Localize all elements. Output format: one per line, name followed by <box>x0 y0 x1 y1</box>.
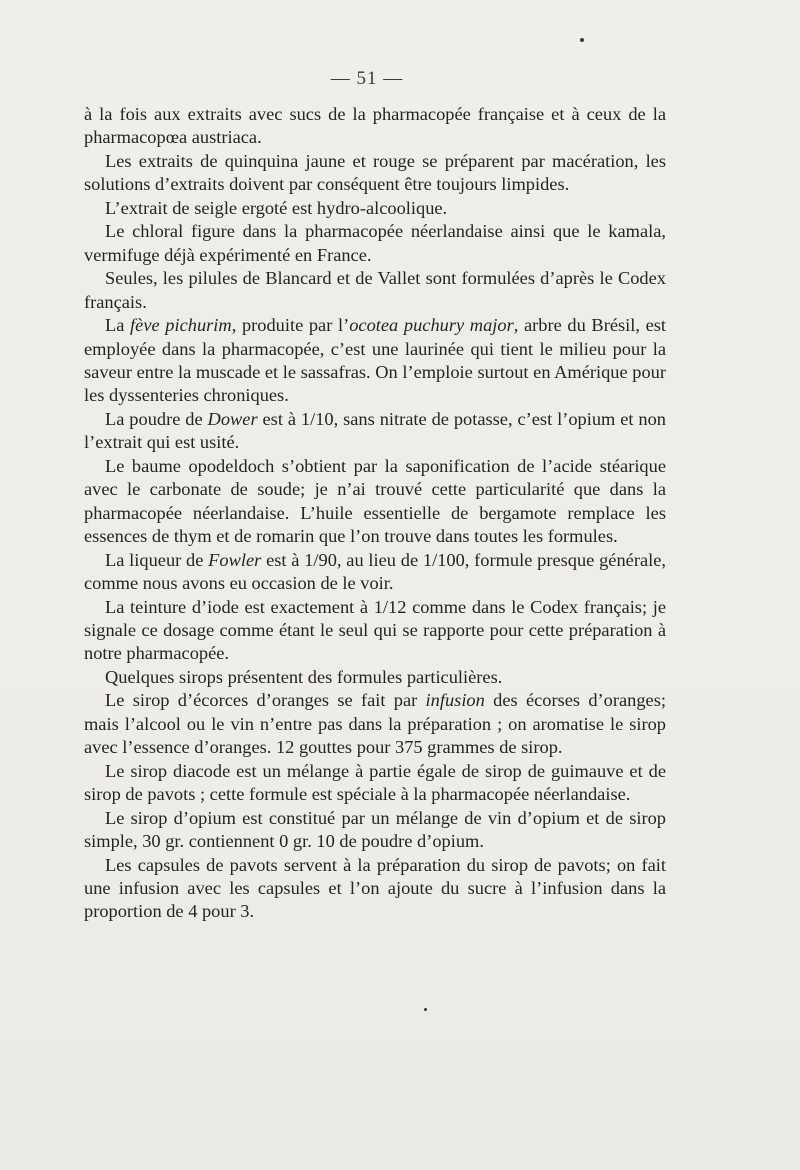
paragraph <box>84 689 666 759</box>
paragraph <box>84 150 666 197</box>
paragraph <box>84 408 666 455</box>
paragraph <box>84 103 666 150</box>
italic-text: ocotea puchury major <box>349 315 514 336</box>
page-number: — 51 — <box>330 68 404 89</box>
text-run: Les capsules de pavots servent à la préparation du sirop de pavots; on fait une infusion avec les capsules et l’on ajoute du sucre à l’infusion dans la proportion de 4 pour 3. <box>84 854 666 922</box>
paragraph <box>84 267 666 314</box>
ink-speck <box>580 38 584 42</box>
paragraph <box>84 596 666 666</box>
paragraph <box>84 314 666 408</box>
text-run: La teinture d’iode est exactement à 1/12 comme dans le Codex français; je signale ce dosage comme étant le seul qui se rapporte pour cette préparation à notre pharmacopée. <box>84 596 666 664</box>
italic-text: fève pichurim <box>130 315 232 336</box>
text-run: Seules, les pilules de Blancard et de Vallet sont formulées d’après le Codex français. <box>84 268 666 312</box>
body-text <box>84 103 666 924</box>
italic-text: Dower <box>207 408 258 429</box>
paragraph <box>84 854 666 924</box>
italic-text: Fowler <box>208 549 262 570</box>
text-run: Quelques sirops présentent des formules particulières. <box>105 666 503 687</box>
text-run: est à 1/10, sans nitrate de potasse, c’est l’opium et non l’extrait qui est usité. <box>84 408 666 453</box>
italic-text: infusion <box>425 690 485 711</box>
text-run: L’extrait de seigle ergoté est hydro-alcoolique. <box>105 197 448 218</box>
text-run: La poudre de <box>105 408 208 429</box>
text-run: Le baume opodeldoch s’obtient par la saponification de l’acide stéarique avec le carbonate de soude; je n’ai trouvé cette particularité que dans la pharmacopée néerlandaise. L’huile essentielle de bergamote remplace les essences de thym et de romarin que l’on trouve dans toutes les formules. <box>84 455 666 547</box>
paragraph <box>84 197 666 220</box>
text-run: Le sirop d’opium est constitué par un mélange de vin d’opium et de sirop simple, 30 gr. contiennent 0 gr. 10 de poudre d’opium. <box>84 807 666 852</box>
text-run: La <box>105 315 131 336</box>
text-run: La liqueur de <box>105 549 209 570</box>
text-run: Le sirop d’écorces d’oranges se fait par <box>105 690 426 711</box>
ink-speck <box>424 1008 427 1011</box>
text-run: , produite par l’ <box>231 315 350 336</box>
paragraph <box>84 549 666 596</box>
text-run: Le sirop diacode est un mélange à partie égale de sirop de guimauve et de sirop de pavots ; cette formule est spéciale à la pharmacopée néerlandaise. <box>84 760 666 805</box>
text-run: Le chloral figure dans la pharmacopée néerlandaise ainsi que le kamala, vermifuge déjà expérimenté en France. <box>84 221 666 265</box>
text-run: est à 1/90, au lieu de 1/100, formule presque générale, comme nous avons eu occasion de le voir. <box>84 549 666 594</box>
text-run: Les extraits de quinquina jaune et rouge se préparent par macération, les solutions d’extraits doivent par conséquent être toujours limpides. <box>84 150 666 195</box>
text-run: à la fois aux extraits avec sucs de la pharmacopée française et à ceux de la pharmacopœa austriaca. <box>84 104 666 148</box>
paragraph <box>84 455 666 549</box>
paragraph <box>84 807 666 854</box>
paragraph <box>84 760 666 807</box>
paragraph <box>84 666 666 689</box>
text-run: des écorses d’oranges; mais l’alcool ou le vin n’entre pas dans la préparation ; on aromatise le sirop avec l’essence d’oranges. 12 gouttes pour 375 grammes de sirop. <box>84 690 666 758</box>
text-run: , arbre du Brésil, est employée dans la pharmacopée, c’est une laurinée qui tient le milieu pour la saveur entre la muscade et le sassafras. On l’emploie surtout en Amérique pour les dyssenteries chroniques. <box>84 315 667 406</box>
paragraph <box>84 220 666 267</box>
